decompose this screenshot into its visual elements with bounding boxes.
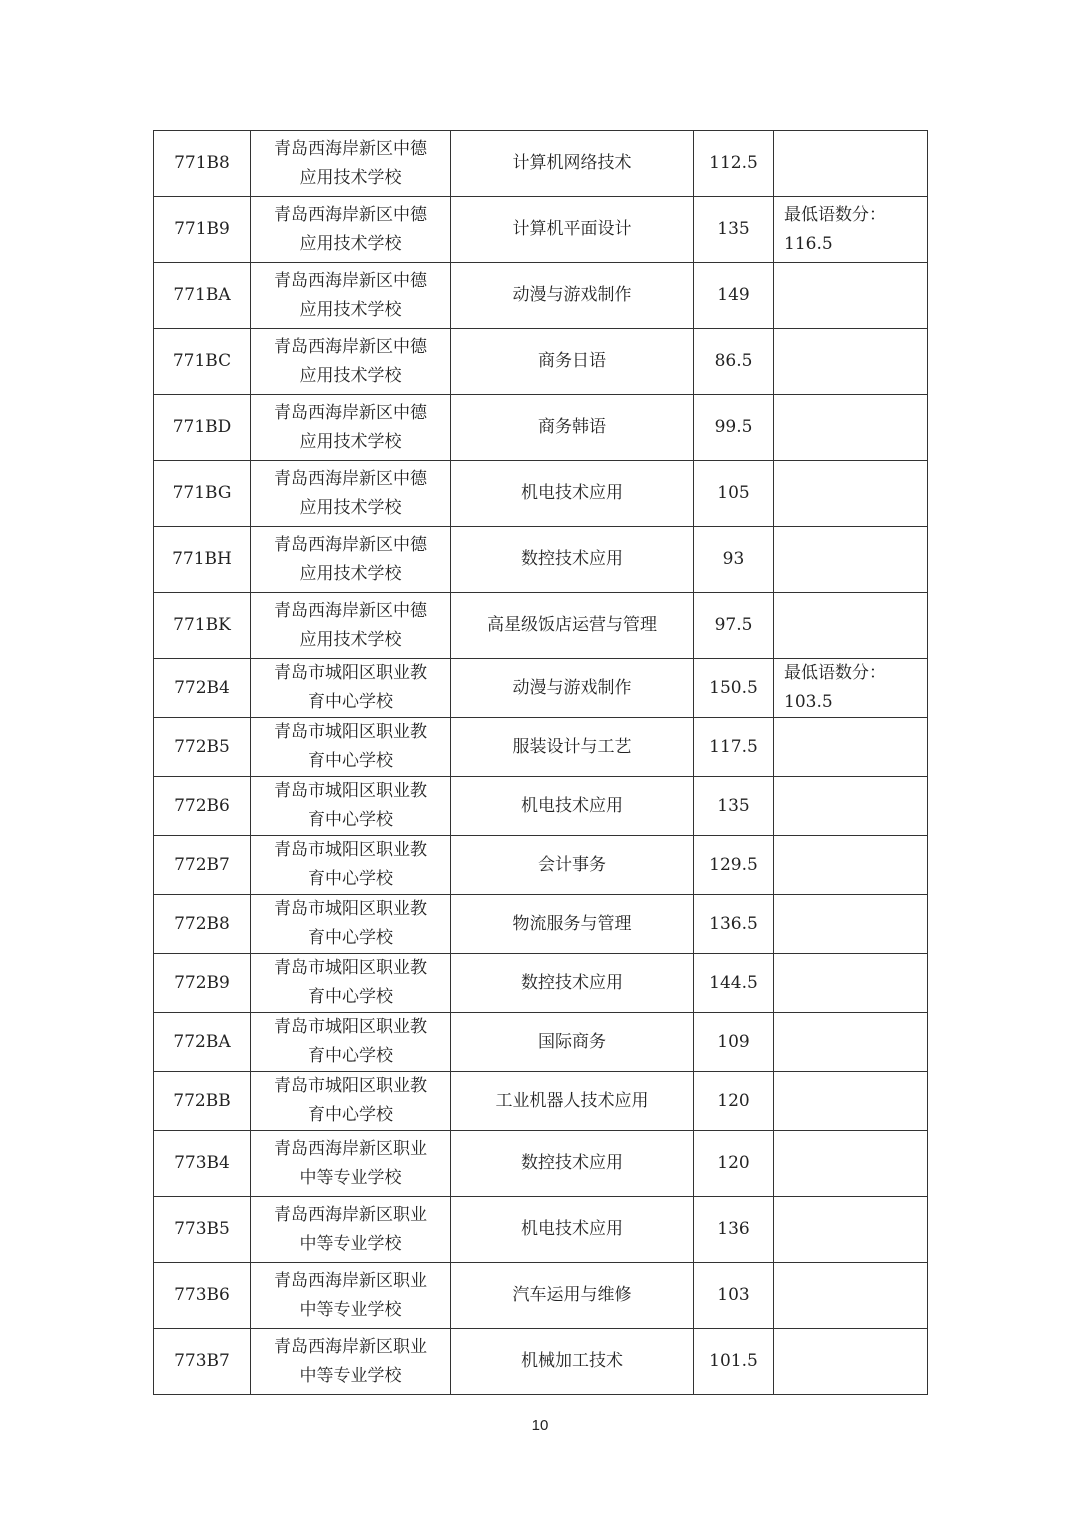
score-cell: 120	[694, 1072, 774, 1131]
major-cell: 机电技术应用	[451, 1197, 694, 1263]
table-row	[154, 395, 928, 461]
school-cell	[251, 263, 451, 329]
table-row	[154, 1072, 928, 1131]
table-row	[154, 593, 928, 659]
school-cell-line: 青岛市城阳区职业教	[274, 722, 427, 742]
school-cell-line: 青岛西海岸新区中德	[274, 600, 427, 621]
school-cell	[251, 659, 451, 718]
note-cell	[774, 131, 928, 197]
table-row	[154, 777, 928, 836]
table-row	[154, 461, 928, 527]
major-cell: 机电技术应用	[451, 461, 694, 527]
note-cell	[774, 329, 928, 395]
score-cell: 144.5	[694, 954, 774, 1013]
score-cell: 117.5	[694, 718, 774, 777]
school-cell-line: 青岛西海岸新区中德	[274, 534, 427, 555]
table-row	[154, 954, 928, 1013]
major-cell: 计算机平面设计	[451, 197, 694, 263]
score-cell: 112.5	[694, 131, 774, 197]
table-row	[154, 131, 928, 197]
table-row	[154, 197, 928, 263]
major-cell: 国际商务	[451, 1013, 694, 1072]
note-cell	[774, 777, 928, 836]
note-cell	[774, 395, 928, 461]
major-cell: 动漫与游戏制作	[451, 263, 694, 329]
school-cell-line: 应用技术学校	[299, 299, 402, 320]
table-row	[154, 718, 928, 777]
code-cell: 771B9	[154, 197, 251, 263]
school-cell	[251, 197, 451, 263]
note-cell	[774, 1197, 928, 1263]
note-cell-line: 最低语数分：	[784, 204, 886, 225]
school-cell-line: 中等专业学校	[299, 1167, 402, 1188]
score-cell: 97.5	[694, 593, 774, 659]
score-cell: 105	[694, 461, 774, 527]
major-cell: 服装设计与工艺	[451, 718, 694, 777]
school-cell-line: 青岛西海岸新区中德	[274, 468, 427, 489]
school-cell-line: 应用技术学校	[299, 497, 402, 518]
page-number: 10	[531, 1417, 549, 1434]
school-cell	[251, 1329, 451, 1395]
major-cell: 动漫与游戏制作	[451, 659, 694, 718]
code-cell: 772B7	[154, 836, 251, 895]
school-cell	[251, 329, 451, 395]
school-cell-line: 中等专业学校	[299, 1299, 402, 1320]
score-cell: 150.5	[694, 659, 774, 718]
note-cell	[774, 1013, 928, 1072]
school-cell	[251, 461, 451, 527]
major-cell: 会计事务	[451, 836, 694, 895]
code-cell: 771BD	[154, 395, 251, 461]
school-cell-line: 应用技术学校	[299, 365, 402, 386]
score-cell: 135	[694, 197, 774, 263]
school-cell-line: 育中心学校	[308, 869, 393, 889]
school-cell-line: 应用技术学校	[299, 563, 402, 584]
major-cell: 数控技术应用	[451, 527, 694, 593]
school-cell-line: 应用技术学校	[299, 629, 402, 650]
school-cell	[251, 718, 451, 777]
major-cell: 数控技术应用	[451, 954, 694, 1013]
school-cell-line: 青岛市城阳区职业教	[274, 958, 427, 978]
school-cell-line: 中等专业学校	[299, 1365, 402, 1386]
school-cell-line: 青岛西海岸新区中德	[274, 402, 427, 423]
note-cell	[774, 461, 928, 527]
school-cell	[251, 1197, 451, 1263]
school-cell	[251, 527, 451, 593]
note-cell	[774, 954, 928, 1013]
note-cell	[774, 718, 928, 777]
table-row	[154, 1329, 928, 1395]
code-cell: 772B8	[154, 895, 251, 954]
code-cell: 771BC	[154, 329, 251, 395]
note-cell-line: 103.5	[784, 692, 833, 712]
code-cell: 773B4	[154, 1131, 251, 1197]
school-cell-line: 青岛西海岸新区中德	[274, 138, 427, 159]
school-cell-line: 青岛西海岸新区中德	[274, 204, 427, 225]
note-cell	[774, 1263, 928, 1329]
code-cell: 773B7	[154, 1329, 251, 1395]
school-cell	[251, 395, 451, 461]
school-cell-line: 青岛西海岸新区中德	[274, 270, 427, 291]
school-cell-line: 青岛市城阳区职业教	[274, 1076, 427, 1096]
school-cell-line: 育中心学校	[308, 1105, 393, 1125]
note-cell	[774, 263, 928, 329]
school-cell-line: 中等专业学校	[299, 1233, 402, 1254]
score-cell: 103	[694, 1263, 774, 1329]
major-cell: 机电技术应用	[451, 777, 694, 836]
school-cell-line: 青岛市城阳区职业教	[274, 663, 427, 683]
table-row	[154, 1131, 928, 1197]
major-cell: 商务日语	[451, 329, 694, 395]
score-cell: 109	[694, 1013, 774, 1072]
code-cell: 772BA	[154, 1013, 251, 1072]
school-cell-line: 应用技术学校	[299, 233, 402, 254]
major-cell: 商务韩语	[451, 395, 694, 461]
school-cell	[251, 895, 451, 954]
admission-score-table	[153, 130, 928, 1395]
school-cell-line: 育中心学校	[308, 987, 393, 1007]
school-cell	[251, 1131, 451, 1197]
school-cell	[251, 1072, 451, 1131]
major-cell: 物流服务与管理	[451, 895, 694, 954]
school-cell	[251, 836, 451, 895]
score-cell: 129.5	[694, 836, 774, 895]
note-cell-line: 116.5	[784, 233, 833, 254]
major-cell: 工业机器人技术应用	[451, 1072, 694, 1131]
school-cell-line: 育中心学校	[308, 810, 393, 830]
note-cell	[774, 1131, 928, 1197]
school-cell-line: 育中心学校	[308, 751, 393, 771]
school-cell	[251, 954, 451, 1013]
code-cell: 771BH	[154, 527, 251, 593]
note-cell	[774, 836, 928, 895]
major-cell: 汽车运用与维修	[451, 1263, 694, 1329]
school-cell-line: 应用技术学校	[299, 431, 402, 452]
score-cell: 93	[694, 527, 774, 593]
note-cell	[774, 593, 928, 659]
code-cell: 773B6	[154, 1263, 251, 1329]
table-row	[154, 527, 928, 593]
school-cell-line: 应用技术学校	[299, 167, 402, 188]
table-row	[154, 1013, 928, 1072]
school-cell-line: 青岛西海岸新区职业	[274, 1336, 427, 1357]
table-row	[154, 659, 928, 718]
code-cell: 771BG	[154, 461, 251, 527]
table-row	[154, 1263, 928, 1329]
code-cell: 773B5	[154, 1197, 251, 1263]
major-cell: 高星级饭店运营与管理	[451, 593, 694, 659]
code-cell: 771BA	[154, 263, 251, 329]
major-cell: 计算机网络技术	[451, 131, 694, 197]
code-cell: 772B5	[154, 718, 251, 777]
score-cell: 120	[694, 1131, 774, 1197]
score-cell: 99.5	[694, 395, 774, 461]
score-cell: 136.5	[694, 895, 774, 954]
school-cell-line: 青岛西海岸新区职业	[274, 1270, 427, 1291]
table-row	[154, 1197, 928, 1263]
school-cell-line: 青岛市城阳区职业教	[274, 899, 427, 919]
code-cell: 772B4	[154, 659, 251, 718]
score-cell: 135	[694, 777, 774, 836]
score-cell: 86.5	[694, 329, 774, 395]
table-row	[154, 263, 928, 329]
note-cell	[774, 895, 928, 954]
major-cell: 机械加工技术	[451, 1329, 694, 1395]
code-cell: 771BK	[154, 593, 251, 659]
code-cell: 772B9	[154, 954, 251, 1013]
score-cell: 101.5	[694, 1329, 774, 1395]
note-cell	[774, 527, 928, 593]
table-row	[154, 895, 928, 954]
note-cell	[774, 1072, 928, 1131]
school-cell-line: 青岛市城阳区职业教	[274, 840, 427, 860]
score-cell: 136	[694, 1197, 774, 1263]
school-cell	[251, 593, 451, 659]
major-cell: 数控技术应用	[451, 1131, 694, 1197]
note-cell	[774, 659, 928, 718]
school-cell-line: 青岛市城阳区职业教	[274, 781, 427, 801]
note-cell-line: 最低语数分：	[784, 663, 886, 683]
code-cell: 772BB	[154, 1072, 251, 1131]
school-cell	[251, 131, 451, 197]
school-cell-line: 育中心学校	[308, 692, 393, 712]
table-body	[154, 131, 928, 1395]
school-cell	[251, 1013, 451, 1072]
code-cell: 771B8	[154, 131, 251, 197]
school-cell	[251, 1263, 451, 1329]
school-cell-line: 育中心学校	[308, 1046, 393, 1066]
school-cell-line: 青岛西海岸新区中德	[274, 336, 427, 357]
school-cell-line: 青岛西海岸新区职业	[274, 1138, 427, 1159]
table-row	[154, 329, 928, 395]
school-cell	[251, 777, 451, 836]
school-cell-line: 育中心学校	[308, 928, 393, 948]
score-cell: 149	[694, 263, 774, 329]
table-row	[154, 836, 928, 895]
note-cell	[774, 197, 928, 263]
school-cell-line: 青岛市城阳区职业教	[274, 1017, 427, 1037]
code-cell: 772B6	[154, 777, 251, 836]
note-cell	[774, 1329, 928, 1395]
school-cell-line: 青岛西海岸新区职业	[274, 1204, 427, 1225]
